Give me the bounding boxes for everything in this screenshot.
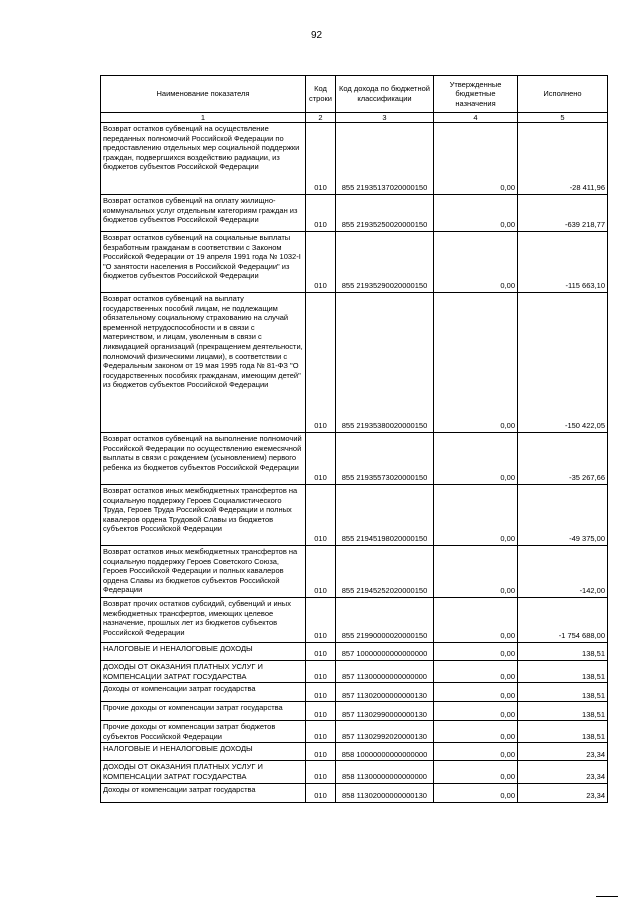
row-executed: -115 663,10 [518,232,608,293]
row-executed: 138,51 [518,643,608,661]
row-approved: 0,00 [434,195,518,232]
row-approved: 0,00 [434,643,518,661]
row-line-code: 010 [306,433,336,485]
table-row [101,195,608,232]
row-name: Доходы от компенсации затрат государства [101,683,306,702]
table-row [101,702,608,721]
row-name: Возврат остатков иных межбюджетных трансфертов на социальную поддержку Героев Советского Союза, Героев Российской Федерации и полных кавалеров ордена Славы из бюджетов субъектов Российской Федерации [101,546,306,598]
row-executed: 138,51 [518,721,608,743]
row-income-code: 855 21990000020000150 [336,598,434,643]
row-executed: -28 411,96 [518,123,608,195]
footer-divider [596,896,618,897]
row-income-code: 855 21945198020000150 [336,485,434,546]
table-row [101,232,608,293]
row-executed: 138,51 [518,702,608,721]
row-line-code: 010 [306,546,336,598]
row-income-code: 857 11302992020000130 [336,721,434,743]
row-line-code: 010 [306,293,336,433]
row-name: Доходы от компенсации затрат государства [101,783,306,802]
row-name: Возврат прочих остатков субсидий, субвенций и иных межбюджетных трансфертов, имеющих целевое назначение, прошлых лет из бюджетов субъектов Российской Федерации [101,598,306,643]
row-executed: -35 267,66 [518,433,608,485]
column-number: 1 [101,113,306,123]
table-row [101,123,608,195]
table-row [101,721,608,743]
row-approved: 0,00 [434,598,518,643]
row-approved: 0,00 [434,761,518,783]
table-row [101,761,608,783]
row-name: Возврат остатков субвенций на социальные выплаты безработным гражданам в соответствии с Законом Российской Федерации от 19 апреля 1991 года № 1032-I "О занятости населения в Российской Федерации" из бюджетов субъектов Российской Федерации [101,232,306,293]
row-approved: 0,00 [434,683,518,702]
row-executed: 23,34 [518,783,608,802]
row-income-code: 855 21935290020000150 [336,232,434,293]
column-number: 3 [336,113,434,123]
row-executed: -1 754 688,00 [518,598,608,643]
header-name: Наименование показателя [101,76,306,113]
header-line-code: Код строки [306,76,336,113]
row-approved: 0,00 [434,721,518,743]
column-number: 5 [518,113,608,123]
row-income-code: 855 21935137020000150 [336,123,434,195]
table-row [101,683,608,702]
row-name: ДОХОДЫ ОТ ОКАЗАНИЯ ПЛАТНЫХ УСЛУГ И КОМПЕНСАЦИИ ЗАТРАТ ГОСУДАРСТВА [101,761,306,783]
row-line-code: 010 [306,721,336,743]
row-line-code: 010 [306,702,336,721]
row-executed: -49 375,00 [518,485,608,546]
row-income-code: 858 11300000000000000 [336,761,434,783]
row-income-code: 857 11302000000000130 [336,683,434,702]
row-name: НАЛОГОВЫЕ И НЕНАЛОГОВЫЕ ДОХОДЫ [101,743,306,761]
row-approved: 0,00 [434,293,518,433]
row-income-code: 857 11300000000000000 [336,661,434,683]
row-income-code: 857 10000000000000000 [336,643,434,661]
row-approved: 0,00 [434,661,518,683]
header-executed: Исполнено [518,76,608,113]
table-row [101,598,608,643]
header-approved: Утвержденные бюджетные назначения [434,76,518,113]
row-name: Возврат остатков иных межбюджетных трансфертов на социальную поддержку Героев Социалистического Труда, Героев Труда Российской Федерации и полных кавалеров ордена Трудовой Славы из бюджетов субъектов Российской Федерации [101,485,306,546]
row-income-code: 858 11302000000000130 [336,783,434,802]
row-income-code: 855 21945252020000150 [336,546,434,598]
table-row [101,783,608,802]
row-line-code: 010 [306,661,336,683]
row-name: ДОХОДЫ ОТ ОКАЗАНИЯ ПЛАТНЫХ УСЛУГ И КОМПЕНСАЦИИ ЗАТРАТ ГОСУДАРСТВА [101,661,306,683]
row-approved: 0,00 [434,783,518,802]
table-header [101,76,608,123]
row-approved: 0,00 [434,123,518,195]
page-number: 92 [310,30,323,41]
row-name: НАЛОГОВЫЕ И НЕНАЛОГОВЫЕ ДОХОДЫ [101,643,306,661]
row-executed: -142,00 [518,546,608,598]
row-approved: 0,00 [434,743,518,761]
row-executed: -150 422,05 [518,293,608,433]
row-name: Прочие доходы от компенсации затрат бюджетов субъектов Российской Федерации [101,721,306,743]
row-income-code: 858 10000000000000000 [336,743,434,761]
table-body [101,123,608,803]
column-number: 2 [306,113,336,123]
row-approved: 0,00 [434,546,518,598]
row-name: Прочие доходы от компенсации затрат государства [101,702,306,721]
row-income-code: 855 21935573020000150 [336,433,434,485]
row-executed: 23,34 [518,761,608,783]
row-executed: 23,34 [518,743,608,761]
row-name: Возврат остатков субвенций на выполнение полномочий Российской Федерации по осуществлению ежемесячной выплаты в связи с рождением (усыновлением) первого ребенка из бюджетов субъектов Российской Федерации [101,433,306,485]
row-line-code: 010 [306,743,336,761]
row-line-code: 010 [306,683,336,702]
row-name: Возврат остатков субвенций на оплату жилищно-коммунальных услуг отдельным категориям граждан из бюджетов субъектов Российской Федерации [101,195,306,232]
row-executed: 138,51 [518,661,608,683]
row-income-code: 857 11302990000000130 [336,702,434,721]
row-approved: 0,00 [434,485,518,546]
table-row [101,546,608,598]
row-approved: 0,00 [434,232,518,293]
row-line-code: 010 [306,643,336,661]
row-line-code: 010 [306,761,336,783]
table-row [101,743,608,761]
table-row [101,661,608,683]
header-income-code: Код дохода по бюджетной классификации [336,76,434,113]
table-row [101,485,608,546]
row-line-code: 010 [306,485,336,546]
row-name: Возврат остатков субвенций на осуществление переданных полномочий Российской Федерации по предоставлению отдельных мер социальной поддержки граждан, подвергшихся воздействию радиации, из бюджетов субъектов Российской Федерации [101,123,306,195]
table-row [101,643,608,661]
row-name: Возврат остатков субвенций на выплату государственных пособий лицам, не подлежащим обязательному социальному страхованию на случай временной нетрудоспособности и в связи с материнством, и лицам, уволенным в связи с ликвидацией организаций (прекращением деятельности, полномочий физическими лицами), в соответствии с Федеральным законом от 19 мая 1995 года № 81-ФЗ "О государственных пособиях гражданам, имеющим детей" из бюджетов субъектов Российской Федерации [101,293,306,433]
row-line-code: 010 [306,598,336,643]
row-income-code: 855 21935250020000150 [336,195,434,232]
row-executed: -639 218,77 [518,195,608,232]
row-approved: 0,00 [434,702,518,721]
table-row [101,433,608,485]
row-line-code: 010 [306,123,336,195]
report-table [100,75,608,803]
column-number: 4 [434,113,518,123]
row-approved: 0,00 [434,433,518,485]
table-row [101,293,608,433]
row-line-code: 010 [306,232,336,293]
row-line-code: 010 [306,195,336,232]
row-line-code: 010 [306,783,336,802]
row-executed: 138,51 [518,683,608,702]
row-income-code: 855 21935380020000150 [336,293,434,433]
